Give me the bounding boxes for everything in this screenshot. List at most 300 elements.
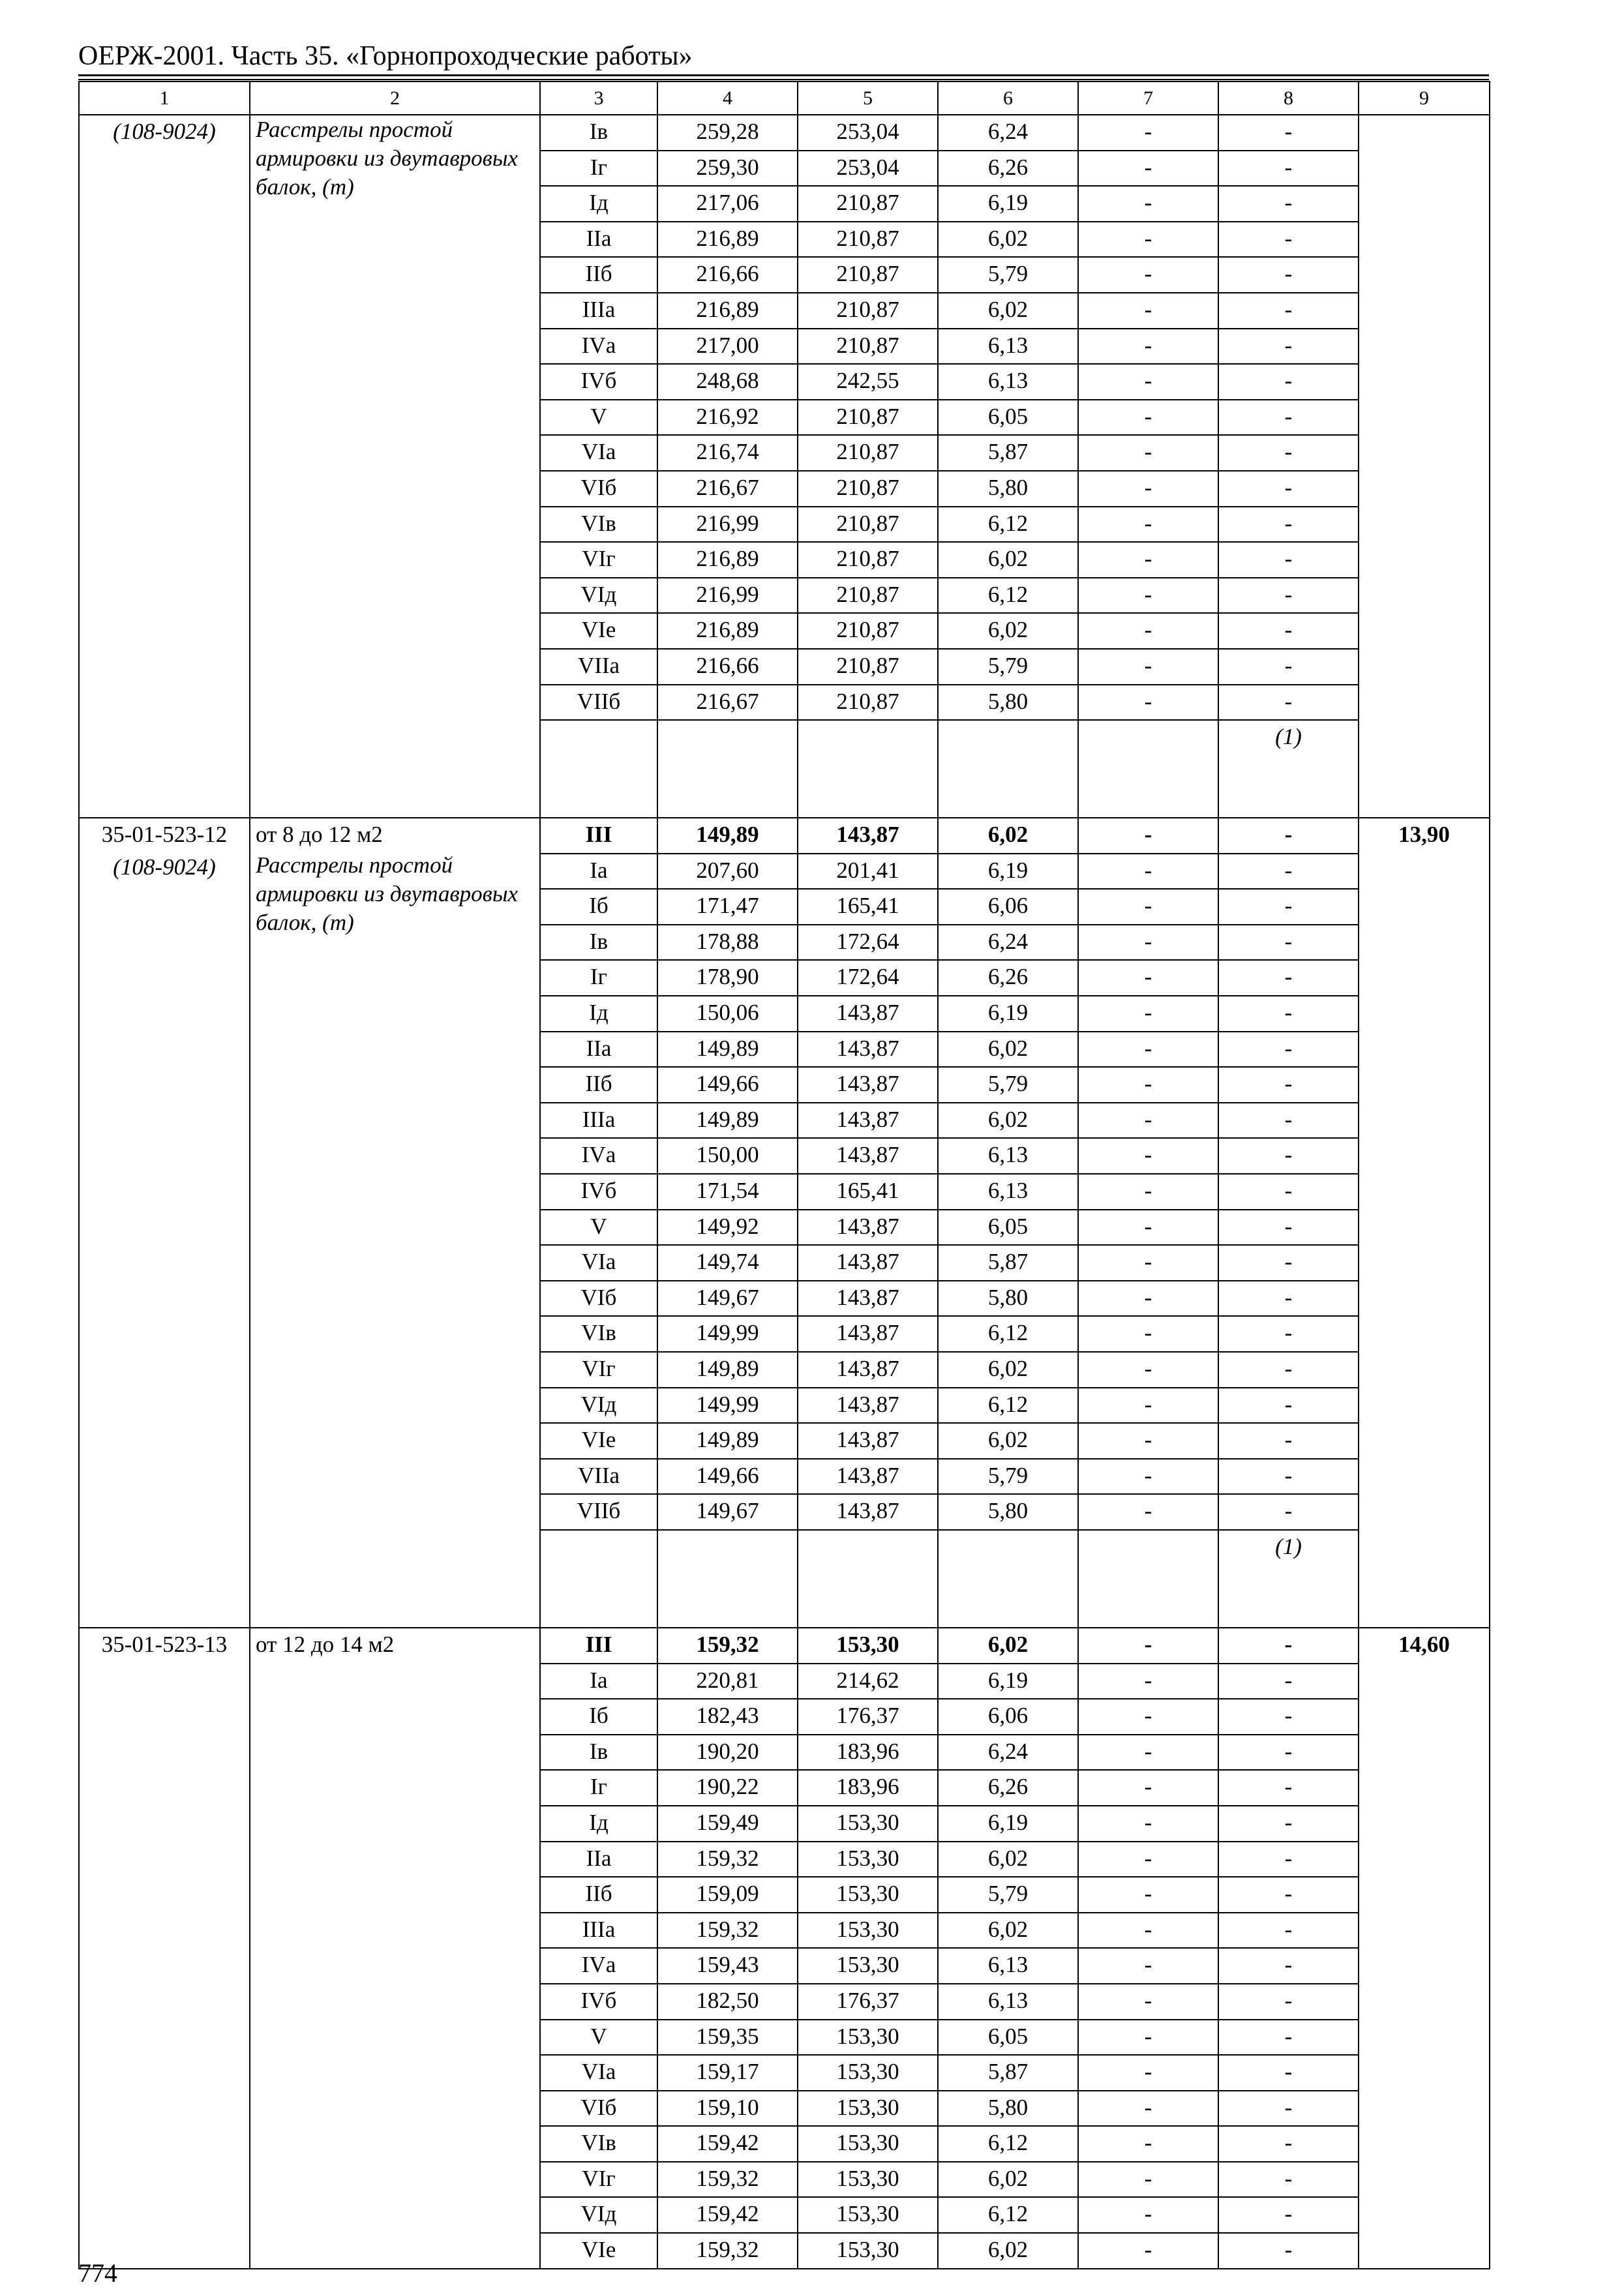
wage-zone: VIа <box>540 1245 657 1281</box>
cell-col-5: 153,30 <box>798 2162 938 2198</box>
cell-col-8: - <box>1218 435 1359 471</box>
cell-col-4: 182,50 <box>657 1984 798 2020</box>
cell-col-6: 6,19 <box>938 1806 1078 1842</box>
cell-col-4: 159,09 <box>657 1877 798 1913</box>
cell-col-4: 216,66 <box>657 649 798 685</box>
cell-col-6: 6,13 <box>938 1984 1078 2020</box>
cell-col-8: - <box>1218 1459 1359 1495</box>
cell-col-8: - <box>1218 2091 1359 2127</box>
wage-zone: IIа <box>540 222 657 258</box>
cell-col-5: 143,87 <box>798 1210 938 1246</box>
wage-zone: IIIа <box>540 293 657 329</box>
wage-zone: VIIа <box>540 649 657 685</box>
cell-col-7: - <box>1078 1806 1218 1842</box>
cell-col-8: - <box>1218 400 1359 436</box>
cell-col-8: - <box>1218 1628 1359 1664</box>
cell-col-5: 143,87 <box>798 1103 938 1139</box>
cell-col-5: 210,87 <box>798 471 938 507</box>
cell-col-7: - <box>1078 364 1218 400</box>
cell-col-7: - <box>1078 293 1218 329</box>
cell-col-6: 6,12 <box>938 507 1078 543</box>
cell-col-6: 6,02 <box>938 818 1078 854</box>
header-rule-thick <box>78 74 1489 76</box>
cell-col-7: - <box>1078 1210 1218 1246</box>
wage-zone: VIа <box>540 2055 657 2091</box>
cell-col-6: 6,02 <box>938 1423 1078 1459</box>
cell-col-7: - <box>1078 1948 1218 1984</box>
cell-col-5: 143,87 <box>798 1067 938 1103</box>
cell-col-7: - <box>1078 1316 1218 1352</box>
wage-zone: IVа <box>540 329 657 365</box>
cell-col-8: - <box>1218 1735 1359 1771</box>
material-description: Расстрелы простой армировки из двутавровых балок, (т) <box>256 852 519 936</box>
cell-col-7: - <box>1078 818 1218 854</box>
cell-col-4: 159,49 <box>657 1806 798 1842</box>
cell-col-6: 5,79 <box>938 1459 1078 1495</box>
cell-col-4: 159,35 <box>657 2020 798 2056</box>
cell-col-6: 6,13 <box>938 364 1078 400</box>
cell-col-4: 149,89 <box>657 1423 798 1459</box>
cell-col-5: 153,30 <box>798 1913 938 1949</box>
wage-zone: Iг <box>540 151 657 187</box>
wage-zone: IIIа <box>540 1913 657 1949</box>
material-col-3 <box>540 720 657 818</box>
cell-col-8: - <box>1218 613 1359 649</box>
cell-col-4: 178,90 <box>657 960 798 996</box>
wage-zone: V <box>540 400 657 436</box>
cell-col-5: 253,04 <box>798 151 938 187</box>
material-col-7 <box>1078 720 1218 818</box>
cell-col-4: 216,67 <box>657 471 798 507</box>
cell-col-6: 6,12 <box>938 578 1078 614</box>
cell-col-5: 153,30 <box>798 2055 938 2091</box>
cell-col-8: - <box>1218 1494 1359 1530</box>
cell-col-8: - <box>1218 996 1359 1032</box>
cell-col-4: 150,00 <box>657 1138 798 1174</box>
cell-col-8: - <box>1218 1281 1359 1317</box>
cell-col-5: 214,62 <box>798 1664 938 1699</box>
cell-col-5: 153,30 <box>798 2091 938 2127</box>
wage-zone: VIIб <box>540 685 657 721</box>
cell-col-4: 182,43 <box>657 1699 798 1735</box>
wage-zone: VIд <box>540 578 657 614</box>
cell-col-7: - <box>1078 1138 1218 1174</box>
cell-col-5: 210,87 <box>798 222 938 258</box>
cell-col-6: 5,79 <box>938 257 1078 293</box>
wage-zone: IVб <box>540 1174 657 1210</box>
cell-col-8: - <box>1218 293 1359 329</box>
cell-col-4: 171,47 <box>657 889 798 925</box>
column-number: 7 <box>1078 82 1218 115</box>
rate-name-cell <box>250 818 540 1628</box>
wage-zone: IIб <box>540 1067 657 1103</box>
cell-col-7: - <box>1078 471 1218 507</box>
cell-col-6: 6,12 <box>938 2126 1078 2162</box>
cell-col-6: 6,02 <box>938 542 1078 578</box>
wage-zone: IIб <box>540 257 657 293</box>
cell-col-8: - <box>1218 1770 1359 1806</box>
wage-zone: VIа <box>540 435 657 471</box>
material-col-4 <box>657 1530 798 1628</box>
cell-col-8: - <box>1218 1352 1359 1388</box>
cell-col-5: 210,87 <box>798 542 938 578</box>
wage-zone: IIа <box>540 1842 657 1878</box>
cell-col-5: 143,87 <box>798 1459 938 1495</box>
wage-zone: IIб <box>540 1877 657 1913</box>
cell-col-4: 149,89 <box>657 1103 798 1139</box>
cell-col-8: - <box>1218 1210 1359 1246</box>
cell-col-7: - <box>1078 1245 1218 1281</box>
column-number: 9 <box>1359 82 1490 115</box>
cell-col-5: 143,87 <box>798 1388 938 1424</box>
cell-col-4: 248,68 <box>657 364 798 400</box>
cell-col-8: - <box>1218 542 1359 578</box>
wage-zone: Iв <box>540 925 657 961</box>
cell-col-6: 5,80 <box>938 1494 1078 1530</box>
cell-col-8: - <box>1218 1806 1359 1842</box>
rate-code-cell <box>79 115 250 818</box>
rate-code: 35-01-523-12 <box>101 822 228 848</box>
cell-col-7: - <box>1078 1423 1218 1459</box>
cell-col-5: 210,87 <box>798 649 938 685</box>
cell-col-7: - <box>1078 1388 1218 1424</box>
cell-col-5: 143,87 <box>798 1245 938 1281</box>
cell-col-5: 210,87 <box>798 400 938 436</box>
wage-zone: VIе <box>540 1423 657 1459</box>
cell-col-8: - <box>1218 1032 1359 1068</box>
cell-col-5: 153,30 <box>798 2233 938 2269</box>
cell-col-5: 172,64 <box>798 925 938 961</box>
cell-col-6: 6,19 <box>938 1664 1078 1699</box>
rate-name-cell <box>250 1628 540 2269</box>
rate-name-cell <box>250 115 540 818</box>
material-code: (108-9024) <box>113 854 216 880</box>
cell-col-6: 6,12 <box>938 1388 1078 1424</box>
cell-col-6: 5,87 <box>938 2055 1078 2091</box>
wage-zone: Iб <box>540 889 657 925</box>
cell-col-7: - <box>1078 1032 1218 1068</box>
wage-zone: V <box>540 1210 657 1246</box>
cell-col-7: - <box>1078 925 1218 961</box>
cell-col-8: - <box>1218 1103 1359 1139</box>
cell-col-6: 6,26 <box>938 960 1078 996</box>
cell-col-4: 216,74 <box>657 435 798 471</box>
cell-col-8: - <box>1218 889 1359 925</box>
column-number: 6 <box>938 82 1078 115</box>
rate-code-stack <box>80 818 249 884</box>
cell-col-4: 149,92 <box>657 1210 798 1246</box>
cell-col-4: 150,06 <box>657 996 798 1032</box>
cell-col-5: 153,30 <box>798 1948 938 1984</box>
cell-col-7: - <box>1078 2020 1218 2056</box>
cell-col-8: - <box>1218 2197 1359 2233</box>
cell-col-8: - <box>1218 925 1359 961</box>
cell-col-5: 153,30 <box>798 2126 938 2162</box>
cell-col-4: 207,60 <box>657 854 798 890</box>
rate-name-stack <box>256 818 539 937</box>
cell-col-4: 149,67 <box>657 1494 798 1530</box>
cell-col-7: - <box>1078 1459 1218 1495</box>
cell-col-6: 6,02 <box>938 1032 1078 1068</box>
cell-col-5: 210,87 <box>798 685 938 721</box>
wage-zone: Iг <box>540 1770 657 1806</box>
table-row <box>79 115 1490 151</box>
cell-col-5: 210,87 <box>798 293 938 329</box>
cell-col-8: - <box>1218 471 1359 507</box>
cell-col-6: 5,80 <box>938 2091 1078 2127</box>
cell-col-7: - <box>1078 2233 1218 2269</box>
cell-col-6: 5,87 <box>938 435 1078 471</box>
cell-col-6: 5,80 <box>938 1281 1078 1317</box>
cell-col-6: 6,02 <box>938 1352 1078 1388</box>
cell-col-4: 217,06 <box>657 186 798 222</box>
cell-col-8: - <box>1218 1877 1359 1913</box>
cell-col-5: 210,87 <box>798 257 938 293</box>
wage-zone: IIIа <box>540 1103 657 1139</box>
cell-col-5: 143,87 <box>798 1494 938 1530</box>
cell-col-7: - <box>1078 257 1218 293</box>
cell-col-7: - <box>1078 2055 1218 2091</box>
cell-col-6: 5,79 <box>938 1067 1078 1103</box>
cell-col-6: 6,02 <box>938 1628 1078 1664</box>
cell-col-8: - <box>1218 1948 1359 1984</box>
cell-col-7: - <box>1078 329 1218 365</box>
cell-col-5: 242,55 <box>798 364 938 400</box>
cell-col-8: - <box>1218 1984 1359 2020</box>
cell-col-8: - <box>1218 151 1359 187</box>
cell-col-5: 143,87 <box>798 1352 938 1388</box>
cell-col-4: 216,67 <box>657 685 798 721</box>
cell-col-7: - <box>1078 1281 1218 1317</box>
cell-col-4: 149,67 <box>657 1281 798 1317</box>
cell-col-8: - <box>1218 1138 1359 1174</box>
cell-col-4: 159,32 <box>657 1628 798 1664</box>
cell-col-7: - <box>1078 1877 1218 1913</box>
cell-col-4: 216,89 <box>657 542 798 578</box>
cell-col-8: - <box>1218 507 1359 543</box>
cell-col-6: 6,13 <box>938 1174 1078 1210</box>
cell-col-5: 201,41 <box>798 854 938 890</box>
wage-zone: Iд <box>540 1806 657 1842</box>
cell-col-6: 6,02 <box>938 1913 1078 1949</box>
cell-col-6: 6,24 <box>938 925 1078 961</box>
column-number: 5 <box>798 82 938 115</box>
cell-col-6: 6,13 <box>938 1138 1078 1174</box>
wage-zone: VIе <box>540 613 657 649</box>
cell-col-6: 6,02 <box>938 2162 1078 2198</box>
cell-col-5: 143,87 <box>798 1032 938 1068</box>
cell-col-7: - <box>1078 2091 1218 2127</box>
column-number-row <box>79 82 1490 115</box>
cell-col-7: - <box>1078 1067 1218 1103</box>
cell-col-7: - <box>1078 1664 1218 1699</box>
material-col-6 <box>938 720 1078 818</box>
rate-code: 35-01-523-13 <box>101 1631 228 1657</box>
cell-col-8: - <box>1218 685 1359 721</box>
cell-col-6: 6,12 <box>938 1316 1078 1352</box>
cell-col-7: - <box>1078 960 1218 996</box>
cell-col-4: 217,00 <box>657 329 798 365</box>
cell-col-8: - <box>1218 1316 1359 1352</box>
wage-zone: VIб <box>540 2091 657 2127</box>
cell-col-4: 159,32 <box>657 1913 798 1949</box>
cell-col-5: 165,41 <box>798 1174 938 1210</box>
cell-col-4: 159,17 <box>657 2055 798 2091</box>
cell-col-6: 6,26 <box>938 151 1078 187</box>
cell-col-7: - <box>1078 2126 1218 2162</box>
cell-col-4: 216,89 <box>657 293 798 329</box>
cell-col-4: 159,42 <box>657 2197 798 2233</box>
column-number: 8 <box>1218 82 1359 115</box>
cell-col-4: 190,22 <box>657 1770 798 1806</box>
cell-col-4: 216,99 <box>657 578 798 614</box>
cell-col-8: - <box>1218 2233 1359 2269</box>
cell-col-5: 210,87 <box>798 435 938 471</box>
cell-col-5: 253,04 <box>798 115 938 151</box>
cell-col-8: - <box>1218 1664 1359 1699</box>
cell-col-8: - <box>1218 1842 1359 1878</box>
col9-value-cell: 14,60 <box>1359 1628 1490 2269</box>
cell-col-6: 6,06 <box>938 889 1078 925</box>
cell-col-8: - <box>1218 257 1359 293</box>
wage-zone: VIд <box>540 2197 657 2233</box>
cell-col-4: 171,54 <box>657 1174 798 1210</box>
cell-col-7: - <box>1078 1494 1218 1530</box>
cell-col-7: - <box>1078 685 1218 721</box>
cell-col-5: 143,87 <box>798 996 938 1032</box>
material-col-3 <box>540 1530 657 1628</box>
cell-col-6: 6,24 <box>938 115 1078 151</box>
cell-col-6: 6,24 <box>938 1735 1078 1771</box>
cell-col-7: - <box>1078 854 1218 890</box>
rate-name-stack <box>256 115 539 202</box>
cell-col-4: 149,99 <box>657 1388 798 1424</box>
cell-col-4: 220,81 <box>657 1664 798 1699</box>
cell-col-8: - <box>1218 1174 1359 1210</box>
cell-col-7: - <box>1078 2162 1218 2198</box>
cell-col-4: 259,30 <box>657 151 798 187</box>
cell-col-6: 6,02 <box>938 613 1078 649</box>
cell-col-8: - <box>1218 2020 1359 2056</box>
cell-col-5: 143,87 <box>798 1281 938 1317</box>
cell-col-5: 153,30 <box>798 1628 938 1664</box>
rate-code-stack <box>80 1628 249 1661</box>
cell-col-8: - <box>1218 186 1359 222</box>
cell-col-7: - <box>1078 613 1218 649</box>
cell-col-4: 216,89 <box>657 613 798 649</box>
cell-col-7: - <box>1078 1699 1218 1735</box>
wage-zone: Iб <box>540 1699 657 1735</box>
cell-col-6: 6,05 <box>938 2020 1078 2056</box>
cell-col-7: - <box>1078 1913 1218 1949</box>
wage-zone: VIг <box>540 542 657 578</box>
cell-col-7: - <box>1078 1842 1218 1878</box>
cell-col-6: 6,19 <box>938 186 1078 222</box>
cell-col-6: 6,02 <box>938 2233 1078 2269</box>
rate-code-cell <box>79 818 250 1628</box>
wage-zone: III <box>540 1628 657 1664</box>
wage-zone: IVб <box>540 1984 657 2020</box>
cell-col-7: - <box>1078 996 1218 1032</box>
cell-col-8: - <box>1218 818 1359 854</box>
column-number: 2 <box>250 82 540 115</box>
rate-code-stack <box>80 115 249 148</box>
cell-col-6: 6,13 <box>938 329 1078 365</box>
wage-zone: IVб <box>540 364 657 400</box>
cell-col-4: 159,32 <box>657 2162 798 2198</box>
wage-zone: Iа <box>540 1664 657 1699</box>
cell-col-4: 216,92 <box>657 400 798 436</box>
cell-col-7: - <box>1078 1352 1218 1388</box>
wage-zone: VIб <box>540 471 657 507</box>
material-col-5 <box>798 720 938 818</box>
cell-col-5: 143,87 <box>798 818 938 854</box>
cell-col-4: 149,89 <box>657 818 798 854</box>
material-col-4 <box>657 720 798 818</box>
cell-col-7: - <box>1078 507 1218 543</box>
cell-col-7: - <box>1078 400 1218 436</box>
material-code: (108-9024) <box>113 119 216 144</box>
cell-col-7: - <box>1078 115 1218 151</box>
cell-col-5: 176,37 <box>798 1984 938 2020</box>
cell-col-5: 143,87 <box>798 1316 938 1352</box>
cell-col-4: 149,74 <box>657 1245 798 1281</box>
cell-col-7: - <box>1078 1628 1218 1664</box>
wage-zone: Iа <box>540 854 657 890</box>
cell-col-5: 176,37 <box>798 1699 938 1735</box>
header-rule-thin <box>78 79 1489 80</box>
cell-col-4: 216,99 <box>657 507 798 543</box>
cell-col-6: 6,02 <box>938 1842 1078 1878</box>
cell-col-7: - <box>1078 578 1218 614</box>
cell-col-6: 5,80 <box>938 471 1078 507</box>
cell-col-7: - <box>1078 2197 1218 2233</box>
cell-col-7: - <box>1078 649 1218 685</box>
cell-col-4: 159,10 <box>657 2091 798 2127</box>
cell-col-5: 183,96 <box>798 1735 938 1771</box>
cell-col-5: 210,87 <box>798 329 938 365</box>
cell-col-4: 190,20 <box>657 1735 798 1771</box>
cell-col-5: 153,30 <box>798 1806 938 1842</box>
material-col-6 <box>938 1530 1078 1628</box>
cell-col-5: 210,87 <box>798 186 938 222</box>
wage-zone: III <box>540 818 657 854</box>
wage-zone: VIIа <box>540 1459 657 1495</box>
wage-zone: Iд <box>540 996 657 1032</box>
cell-col-7: - <box>1078 542 1218 578</box>
wage-zone: Iв <box>540 115 657 151</box>
cell-col-7: - <box>1078 222 1218 258</box>
wage-zone: VIг <box>540 1352 657 1388</box>
cell-col-4: 159,42 <box>657 2126 798 2162</box>
cell-col-6: 5,87 <box>938 1245 1078 1281</box>
rate-name-stack <box>256 1628 539 1661</box>
column-number: 1 <box>79 82 250 115</box>
cell-col-4: 149,89 <box>657 1032 798 1068</box>
cell-col-6: 5,79 <box>938 1877 1078 1913</box>
wage-zone: IVа <box>540 1138 657 1174</box>
rate-name: от 8 до 12 м2 <box>256 822 383 848</box>
cell-col-6: 6,19 <box>938 854 1078 890</box>
cell-col-6: 6,26 <box>938 1770 1078 1806</box>
cell-col-6: 6,05 <box>938 1210 1078 1246</box>
cell-col-6: 6,02 <box>938 1103 1078 1139</box>
cell-col-5: 153,30 <box>798 2020 938 2056</box>
cell-col-5: 183,96 <box>798 1770 938 1806</box>
col9-value-cell <box>1359 115 1490 818</box>
table-row <box>79 818 1490 854</box>
cell-col-5: 210,87 <box>798 578 938 614</box>
